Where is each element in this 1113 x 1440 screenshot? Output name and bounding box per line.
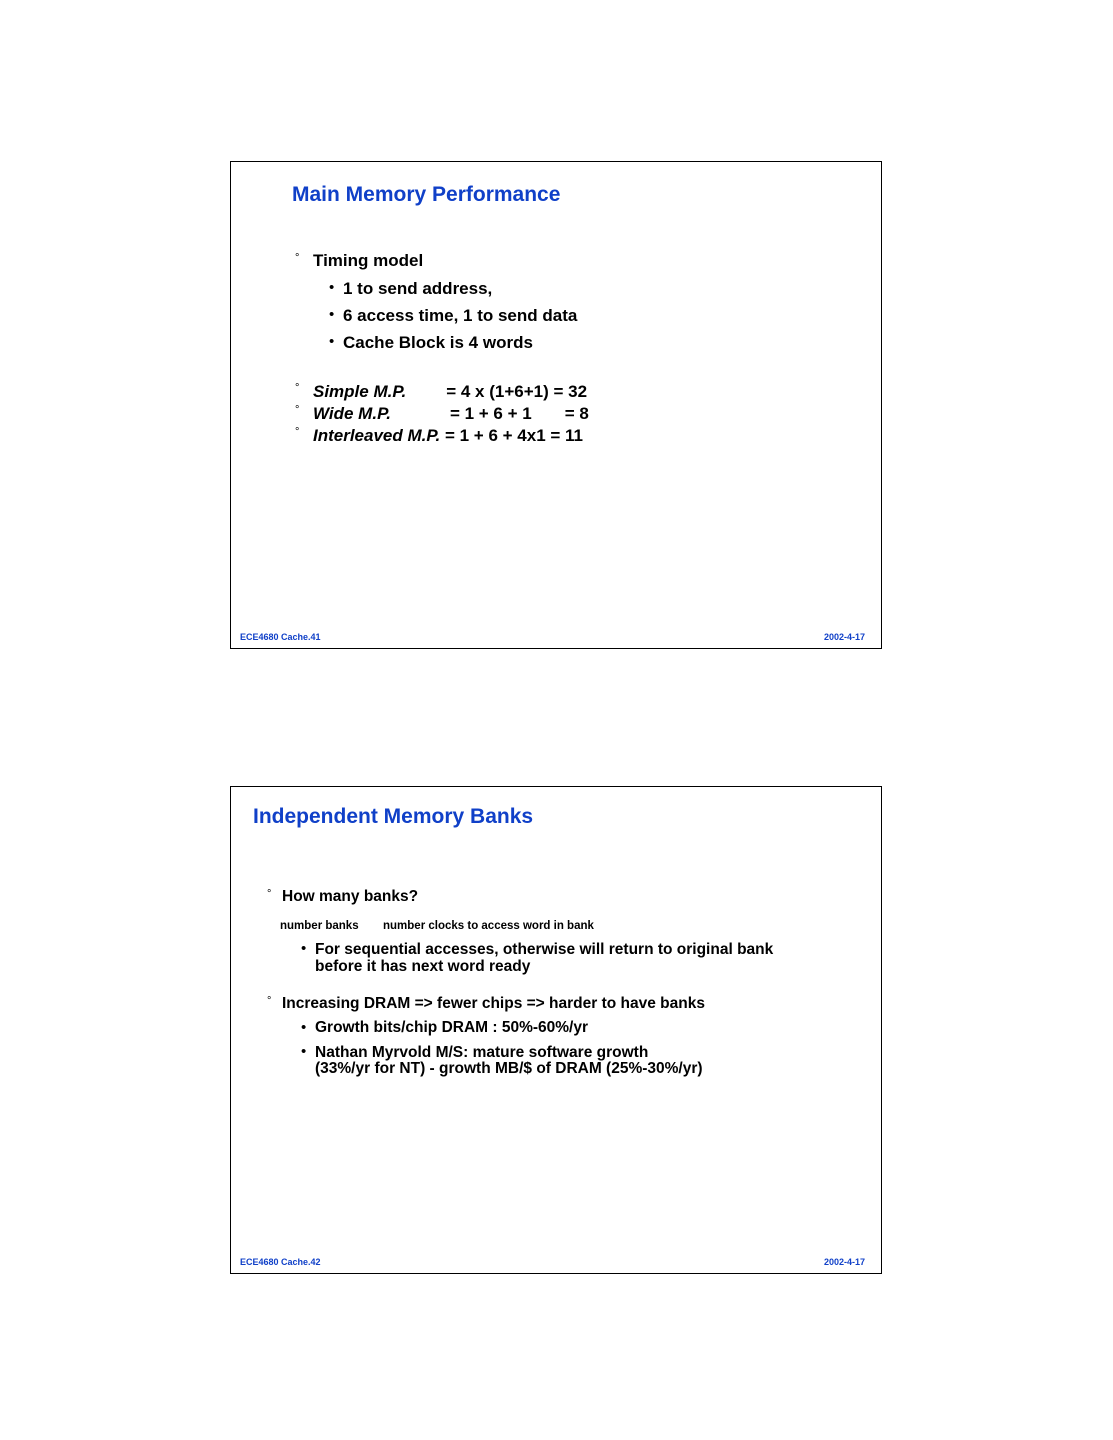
sub-bullet-growth-bits: Growth bits/chip DRAM : 50%-60%/yr xyxy=(315,1019,589,1036)
slide-title: Independent Memory Banks xyxy=(253,805,534,828)
slide-independent-memory-banks xyxy=(230,786,882,1274)
slide-main-memory-performance xyxy=(230,161,882,649)
bullet-timing-model: Timing model xyxy=(313,251,424,270)
equation-interleaved-mp xyxy=(313,426,583,446)
sub-bullet-sequential-line2: before it has next word ready xyxy=(315,958,531,975)
equation-label: Simple M.P. xyxy=(313,382,407,401)
equation-value: = 4 x (1+6+1) = 32 xyxy=(446,382,588,401)
slide-title: Main Memory Performance xyxy=(292,183,561,206)
equation-label: Interleaved M.P. xyxy=(313,426,441,445)
degree-bullet-icon: ° xyxy=(267,888,272,900)
bullet-dot-icon: • xyxy=(301,1043,307,1060)
equation-wide-mp xyxy=(313,404,589,424)
degree-bullet-icon: ° xyxy=(295,426,300,438)
note-number-clocks: number clocks to access word in bank xyxy=(383,920,594,932)
equation-simple-mp xyxy=(313,382,587,402)
equation-value: = 1 + 6 + 1 = 8 xyxy=(449,404,589,423)
bullet-dot-icon: • xyxy=(301,1019,307,1036)
sub-bullet-access-time: 6 access time, 1 to send data xyxy=(343,306,578,325)
degree-bullet-icon: ° xyxy=(295,252,300,264)
sub-bullet-send-address: 1 to send address, xyxy=(343,279,493,298)
sub-bullet-myrvold-line2: (33%/yr for NT) - growth MB/$ of DRAM (25%-30%/yr) xyxy=(315,1060,703,1077)
bullet-dot-icon: • xyxy=(329,279,335,296)
sub-bullet-myrvold-line1: Nathan Myrvold M/S: mature software growth xyxy=(315,1044,649,1061)
sub-bullet-sequential-line1: For sequential accesses, otherwise will return to original bank xyxy=(315,941,774,958)
degree-bullet-icon: ° xyxy=(295,382,300,394)
equation-value: = 1 + 6 + 4x1 = 11 xyxy=(440,426,583,445)
note-number-banks: number banks xyxy=(280,920,359,932)
bullet-dot-icon: • xyxy=(301,940,307,957)
degree-bullet-icon: ° xyxy=(295,404,300,416)
bullet-increasing-dram: Increasing DRAM => fewer chips => harder to have banks xyxy=(282,995,705,1012)
bullet-dot-icon: • xyxy=(329,306,335,323)
bullet-dot-icon: • xyxy=(329,333,335,350)
footer-course-id: ECE4680 Cache.42 xyxy=(240,1257,321,1267)
sub-bullet-cache-block: Cache Block is 4 words xyxy=(343,333,533,352)
footer-date: 2002-4-17 xyxy=(823,632,865,642)
footer-course-id: ECE4680 Cache.41 xyxy=(240,632,321,642)
equation-label: Wide M.P. xyxy=(313,404,391,423)
bullet-how-many-banks: How many banks? xyxy=(282,888,419,905)
degree-bullet-icon: ° xyxy=(267,995,272,1007)
footer-date: 2002-4-17 xyxy=(823,1257,865,1267)
